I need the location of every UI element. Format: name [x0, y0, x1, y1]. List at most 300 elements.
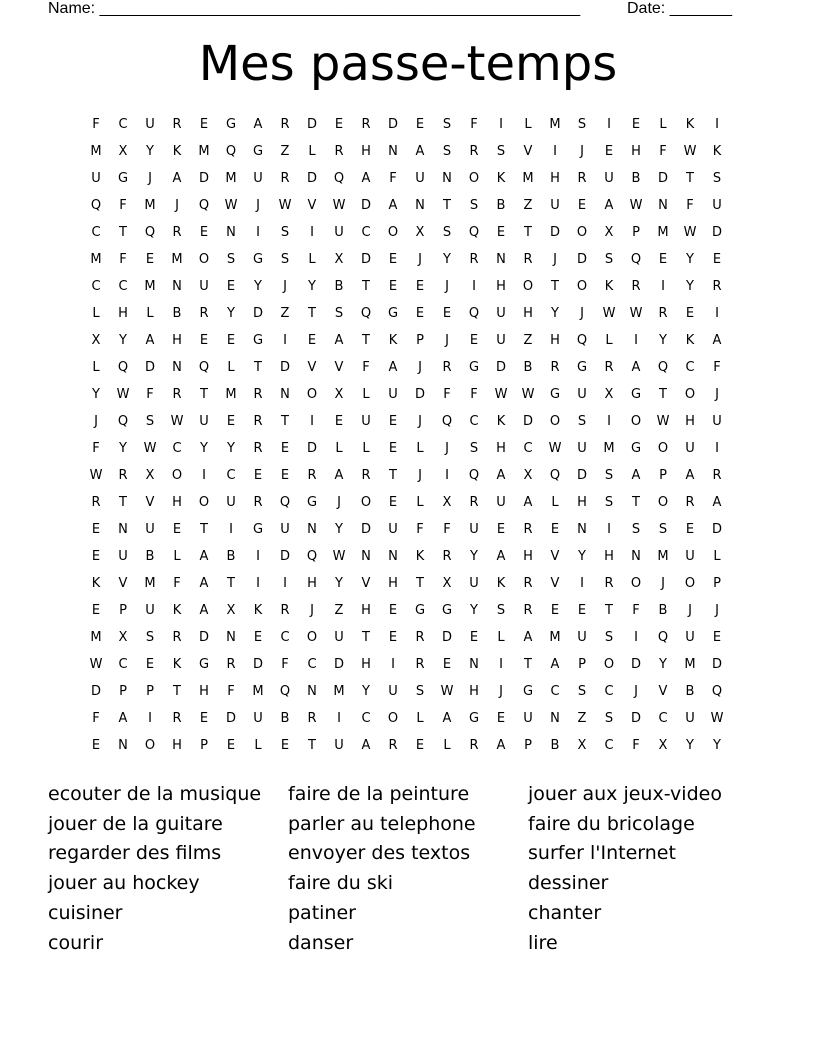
grid-letter: M	[603, 441, 615, 456]
grid-letter: N	[388, 144, 398, 159]
grid-letter: I	[391, 657, 395, 672]
grid-letter: K	[415, 549, 425, 564]
grid-letter: H	[172, 738, 182, 753]
grid-letter: W	[683, 144, 697, 159]
grid-letter: Y	[254, 279, 262, 294]
grid-letter: J	[310, 603, 314, 618]
grid-letter: W	[440, 684, 454, 699]
grid-letter: E	[388, 630, 398, 645]
grid-letter: Z	[334, 603, 344, 618]
grid-letter: T	[416, 576, 424, 591]
grid-letter: H	[523, 549, 533, 564]
grid-letter: I	[553, 144, 557, 159]
grid-letter: R	[469, 144, 479, 159]
grid-letter: F	[92, 711, 100, 726]
grid-letter: P	[659, 468, 667, 483]
grid-letter: B	[631, 171, 641, 186]
grid-letter: M	[198, 144, 210, 159]
grid-letter: H	[577, 495, 587, 510]
grid-letter: R	[712, 468, 722, 483]
grid-letter: K	[496, 171, 506, 186]
grid-letter: J	[337, 495, 341, 510]
grid-letter: D	[630, 711, 641, 726]
grid-letter: R	[685, 495, 695, 510]
grid-letter: Y	[659, 333, 667, 348]
grid-letter: P	[524, 738, 532, 753]
grid-letter: G	[117, 171, 129, 186]
grid-letter: D	[576, 252, 587, 267]
grid-letter: Q	[657, 360, 669, 375]
grid-letter: H	[523, 306, 533, 321]
grid-letter: D	[279, 360, 290, 375]
grid-letter: O	[657, 495, 669, 510]
grid-letter: C	[523, 441, 533, 456]
grid-letter: E	[631, 117, 641, 132]
grid-letter: S	[577, 414, 587, 429]
grid-letter: C	[685, 360, 695, 375]
word-list-item: ecouter de la musique	[48, 783, 262, 805]
grid-letter: S	[496, 603, 506, 618]
grid-letter: J	[661, 576, 665, 591]
grid-letter: H	[172, 333, 182, 348]
grid-letter: A	[712, 333, 722, 348]
grid-letter: N	[577, 522, 587, 537]
grid-letter: E	[415, 306, 425, 321]
grid-letter: T	[362, 279, 370, 294]
grid-letter: Q	[468, 225, 480, 240]
grid-letter: R	[577, 171, 587, 186]
grid-letter: V	[361, 576, 371, 591]
grid-letter: U	[604, 171, 614, 186]
word-list-item: lire	[528, 931, 558, 954]
grid-letter: N	[388, 549, 398, 564]
grid-letter: T	[173, 684, 181, 699]
grid-letter: E	[496, 522, 506, 537]
grid-letter: I	[310, 225, 314, 240]
grid-letter: G	[306, 495, 318, 510]
grid-letter: X	[604, 225, 614, 240]
grid-letter: W	[224, 198, 238, 213]
grid-letter: Y	[335, 576, 343, 591]
grid-letter: J	[175, 198, 179, 213]
grid-letter: U	[550, 198, 560, 213]
grid-letter: E	[577, 603, 587, 618]
grid-letter: H	[685, 414, 695, 429]
grid-letter: I	[256, 576, 260, 591]
grid-letter: A	[199, 549, 209, 564]
grid-letter: J	[148, 171, 152, 186]
grid-letter: E	[442, 306, 452, 321]
grid-letter: E	[280, 441, 290, 456]
grid-letter: E	[388, 495, 398, 510]
grid-letter: Q	[198, 198, 210, 213]
grid-letter: R	[253, 495, 263, 510]
grid-letter: P	[416, 333, 424, 348]
date-field-label: Date: _______	[627, 0, 732, 17]
grid-letter: R	[604, 360, 614, 375]
grid-letter: R	[523, 252, 533, 267]
grid-letter: P	[632, 225, 640, 240]
grid-letter: Z	[523, 333, 533, 348]
grid-letter: Y	[227, 306, 235, 321]
grid-letter: X	[226, 603, 236, 618]
grid-letter: E	[496, 711, 506, 726]
grid-letter: T	[281, 414, 289, 429]
grid-letter: V	[523, 144, 533, 159]
grid-letter: B	[280, 711, 290, 726]
grid-letter: S	[280, 252, 290, 267]
grid-letter: R	[442, 360, 452, 375]
grid-letter: Y	[227, 441, 235, 456]
grid-letter: I	[634, 630, 638, 645]
grid-letter: K	[496, 576, 506, 591]
grid-letter: Q	[657, 630, 669, 645]
grid-letter: O	[522, 279, 534, 294]
grid-letter: A	[199, 576, 209, 591]
grid-letter: D	[306, 441, 317, 456]
grid-letter: A	[523, 630, 533, 645]
grid-letter: C	[118, 657, 128, 672]
grid-letter: A	[496, 738, 506, 753]
grid-letter: M	[144, 279, 156, 294]
grid-letter: Q	[117, 414, 129, 429]
grid-letter: S	[658, 522, 668, 537]
grid-letter: A	[388, 198, 398, 213]
grid-letter: X	[118, 144, 128, 159]
grid-letter: D	[711, 225, 722, 240]
grid-letter: X	[118, 630, 128, 645]
grid-letter: R	[415, 630, 425, 645]
grid-letter: C	[361, 225, 371, 240]
grid-letter: U	[469, 522, 479, 537]
grid-letter: K	[91, 576, 101, 591]
grid-letter: R	[604, 576, 614, 591]
grid-letter: R	[307, 711, 317, 726]
grid-letter: K	[388, 333, 398, 348]
grid-letter: D	[495, 360, 506, 375]
grid-letter: X	[442, 576, 452, 591]
grid-letter: S	[604, 630, 614, 645]
grid-letter: H	[172, 495, 182, 510]
grid-letter: L	[227, 360, 235, 375]
grid-letter: R	[172, 711, 182, 726]
grid-letter: O	[549, 414, 561, 429]
grid-letter: A	[253, 117, 263, 132]
grid-letter: L	[443, 738, 451, 753]
grid-letter: L	[92, 360, 100, 375]
grid-letter: Q	[90, 198, 102, 213]
grid-letter: O	[576, 225, 588, 240]
grid-letter: W	[143, 441, 157, 456]
grid-letter: M	[225, 387, 237, 402]
grid-letter: A	[712, 495, 722, 510]
grid-letter: F	[173, 576, 181, 591]
word-list-item: patiner	[288, 901, 356, 924]
header	[48, 0, 748, 20]
grid-letter: A	[334, 333, 344, 348]
grid-letter: X	[577, 738, 587, 753]
grid-letter: O	[387, 225, 399, 240]
grid-letter: D	[360, 252, 371, 267]
grid-letter: I	[337, 711, 341, 726]
grid-letter: O	[306, 630, 318, 645]
grid-letter: H	[631, 144, 641, 159]
grid-letter: E	[469, 333, 479, 348]
grid-letter: L	[416, 441, 424, 456]
grid-letter: D	[711, 522, 722, 537]
grid-letter: D	[306, 171, 317, 186]
grid-letter: X	[658, 738, 668, 753]
grid-letter: S	[496, 144, 506, 159]
grid-letter: T	[632, 495, 640, 510]
grid-letter: M	[90, 252, 102, 267]
grid-letter: S	[631, 522, 641, 537]
grid-letter: I	[148, 711, 152, 726]
grid-letter: Y	[578, 549, 586, 564]
grid-letter: N	[172, 360, 182, 375]
grid-letter: I	[580, 576, 584, 591]
grid-letter: E	[199, 225, 209, 240]
grid-letter: U	[226, 495, 236, 510]
grid-letter: B	[685, 684, 695, 699]
grid-letter: R	[118, 468, 128, 483]
grid-letter: M	[333, 684, 345, 699]
grid-letter: S	[442, 225, 452, 240]
grid-letter: O	[630, 414, 642, 429]
grid-letter: C	[604, 738, 614, 753]
grid-letter: S	[712, 171, 722, 186]
grid-letter: E	[550, 522, 560, 537]
grid-letter: A	[415, 144, 425, 159]
grid-letter: L	[335, 441, 343, 456]
grid-letter: G	[468, 360, 480, 375]
grid-letter: E	[199, 117, 209, 132]
grid-letter: Q	[549, 468, 561, 483]
grid-letter: G	[549, 387, 561, 402]
grid-letter: L	[146, 306, 154, 321]
grid-letter: I	[634, 333, 638, 348]
grid-letter: N	[361, 549, 371, 564]
grid-letter: V	[550, 576, 560, 591]
grid-letter: P	[713, 576, 721, 591]
grid-letter: J	[553, 252, 557, 267]
grid-letter: M	[90, 630, 102, 645]
grid-letter: S	[442, 117, 452, 132]
grid-letter: J	[445, 333, 449, 348]
grid-letter: T	[308, 306, 316, 321]
grid-letter: E	[172, 522, 182, 537]
grid-letter: R	[280, 171, 290, 186]
word-list-column-2	[288, 780, 476, 958]
grid-letter: A	[631, 360, 641, 375]
grid-letter: J	[256, 198, 260, 213]
grid-letter: F	[146, 387, 154, 402]
grid-letter: R	[550, 360, 560, 375]
grid-letter: A	[361, 738, 371, 753]
grid-letter: E	[685, 522, 695, 537]
grid-letter: U	[334, 225, 344, 240]
grid-letter: U	[145, 603, 155, 618]
word-list-item: cuisiner	[48, 901, 123, 924]
grid-letter: B	[226, 549, 236, 564]
grid-letter: N	[172, 279, 182, 294]
grid-letter: O	[468, 171, 480, 186]
grid-letter: T	[362, 333, 370, 348]
grid-letter: D	[144, 360, 155, 375]
grid-letter: U	[685, 630, 695, 645]
grid-letter: U	[388, 387, 398, 402]
grid-letter: B	[523, 360, 533, 375]
grid-letter: U	[685, 549, 695, 564]
grid-letter: I	[229, 522, 233, 537]
grid-letter: F	[470, 387, 478, 402]
grid-letter: N	[280, 387, 290, 402]
grid-letter: U	[577, 441, 587, 456]
grid-letter: E	[388, 603, 398, 618]
grid-letter: L	[713, 549, 721, 564]
grid-letter: E	[199, 711, 209, 726]
grid-letter: S	[442, 144, 452, 159]
grid-letter: F	[443, 387, 451, 402]
grid-letter: J	[499, 684, 503, 699]
word-list-item: regarder des films	[48, 842, 222, 865]
grid-letter: R	[361, 117, 371, 132]
grid-letter: D	[252, 657, 263, 672]
grid-letter: R	[280, 117, 290, 132]
grid-letter: R	[361, 468, 371, 483]
word-list-item: faire du ski	[288, 872, 394, 895]
grid-letter: I	[607, 414, 611, 429]
grid-letter: I	[445, 468, 449, 483]
grid-letter: U	[388, 684, 398, 699]
grid-letter: R	[280, 603, 290, 618]
grid-letter: N	[307, 684, 317, 699]
grid-letter: D	[549, 225, 560, 240]
word-list-column-3	[528, 780, 722, 958]
grid-letter: M	[657, 549, 669, 564]
grid-letter: Q	[117, 360, 129, 375]
grid-letter: T	[389, 468, 397, 483]
grid-letter: Y	[92, 387, 100, 402]
grid-letter: G	[387, 306, 399, 321]
grid-letter: U	[685, 441, 695, 456]
grid-letter: T	[524, 657, 532, 672]
grid-letter: Q	[360, 306, 372, 321]
grid-letter: Q	[468, 306, 480, 321]
grid-letter: Y	[119, 441, 127, 456]
grid-letter: S	[145, 414, 155, 429]
grid-letter: W	[629, 198, 643, 213]
grid-letter: N	[442, 171, 452, 186]
grid-letter: F	[470, 117, 478, 132]
word-list-item: jouer aux jeux-video	[528, 783, 722, 805]
grid-letter: D	[657, 171, 668, 186]
grid-letter: H	[361, 657, 371, 672]
grid-letter: N	[307, 522, 317, 537]
grid-letter: W	[521, 387, 535, 402]
grid-letter: F	[416, 522, 424, 537]
grid-letter: K	[253, 603, 263, 618]
grid-letter: U	[334, 630, 344, 645]
grid-letter: A	[685, 468, 695, 483]
grid-letter: T	[524, 225, 532, 240]
grid-letter: C	[172, 441, 182, 456]
grid-letter: S	[280, 225, 290, 240]
grid-letter: G	[630, 441, 642, 456]
grid-letter: B	[145, 549, 155, 564]
grid-letter: R	[199, 306, 209, 321]
grid-letter: R	[442, 549, 452, 564]
grid-letter: C	[469, 414, 479, 429]
grid-letter: X	[334, 387, 344, 402]
grid-letter: G	[225, 117, 237, 132]
grid-letter: S	[604, 495, 614, 510]
grid-letter: J	[418, 468, 422, 483]
grid-letter: L	[605, 333, 613, 348]
grid-letter: G	[252, 144, 264, 159]
grid-letter: C	[226, 468, 236, 483]
grid-letter: C	[604, 684, 614, 699]
grid-letter: P	[119, 684, 127, 699]
grid-letter: E	[226, 414, 236, 429]
grid-letter: L	[362, 441, 370, 456]
grid-letter: I	[499, 657, 503, 672]
grid-letter: T	[119, 495, 127, 510]
grid-letter: F	[362, 360, 370, 375]
grid-letter: I	[715, 306, 719, 321]
grid-letter: B	[550, 738, 560, 753]
grid-letter: I	[283, 333, 287, 348]
grid-letter: U	[388, 522, 398, 537]
grid-letter: C	[307, 657, 317, 672]
grid-letter: S	[469, 441, 479, 456]
grid-letter: I	[472, 279, 476, 294]
grid-letter: R	[253, 414, 263, 429]
grid-letter: J	[580, 144, 584, 159]
grid-letter: Y	[470, 603, 478, 618]
grid-letter: X	[523, 468, 533, 483]
grid-letter: D	[630, 657, 641, 672]
grid-letter: S	[604, 711, 614, 726]
grid-letter: O	[684, 387, 696, 402]
page-title: Mes passe-temps	[198, 36, 618, 92]
grid-letter: M	[657, 225, 669, 240]
grid-letter: I	[256, 549, 260, 564]
grid-letter: E	[145, 657, 155, 672]
grid-letter: E	[658, 252, 668, 267]
grid-letter: L	[497, 630, 505, 645]
grid-letter: T	[119, 225, 127, 240]
grid-letter: K	[496, 414, 506, 429]
grid-letter: V	[334, 360, 344, 375]
grid-letter: D	[414, 387, 425, 402]
grid-letter: S	[604, 468, 614, 483]
grid-letter: I	[202, 468, 206, 483]
grid-letter: R	[172, 387, 182, 402]
grid-letter: G	[576, 360, 588, 375]
grid-letter: E	[496, 225, 506, 240]
grid-letter: W	[683, 225, 697, 240]
grid-letter: V	[307, 198, 317, 213]
grid-letter: U	[199, 279, 209, 294]
grid-letter: O	[360, 495, 372, 510]
grid-letter: U	[469, 576, 479, 591]
word-list-item: surfer l'Internet	[528, 842, 676, 865]
grid-letter: E	[91, 522, 101, 537]
grid-letter: W	[278, 198, 292, 213]
grid-letter: T	[659, 387, 667, 402]
grid-letter: L	[92, 306, 100, 321]
